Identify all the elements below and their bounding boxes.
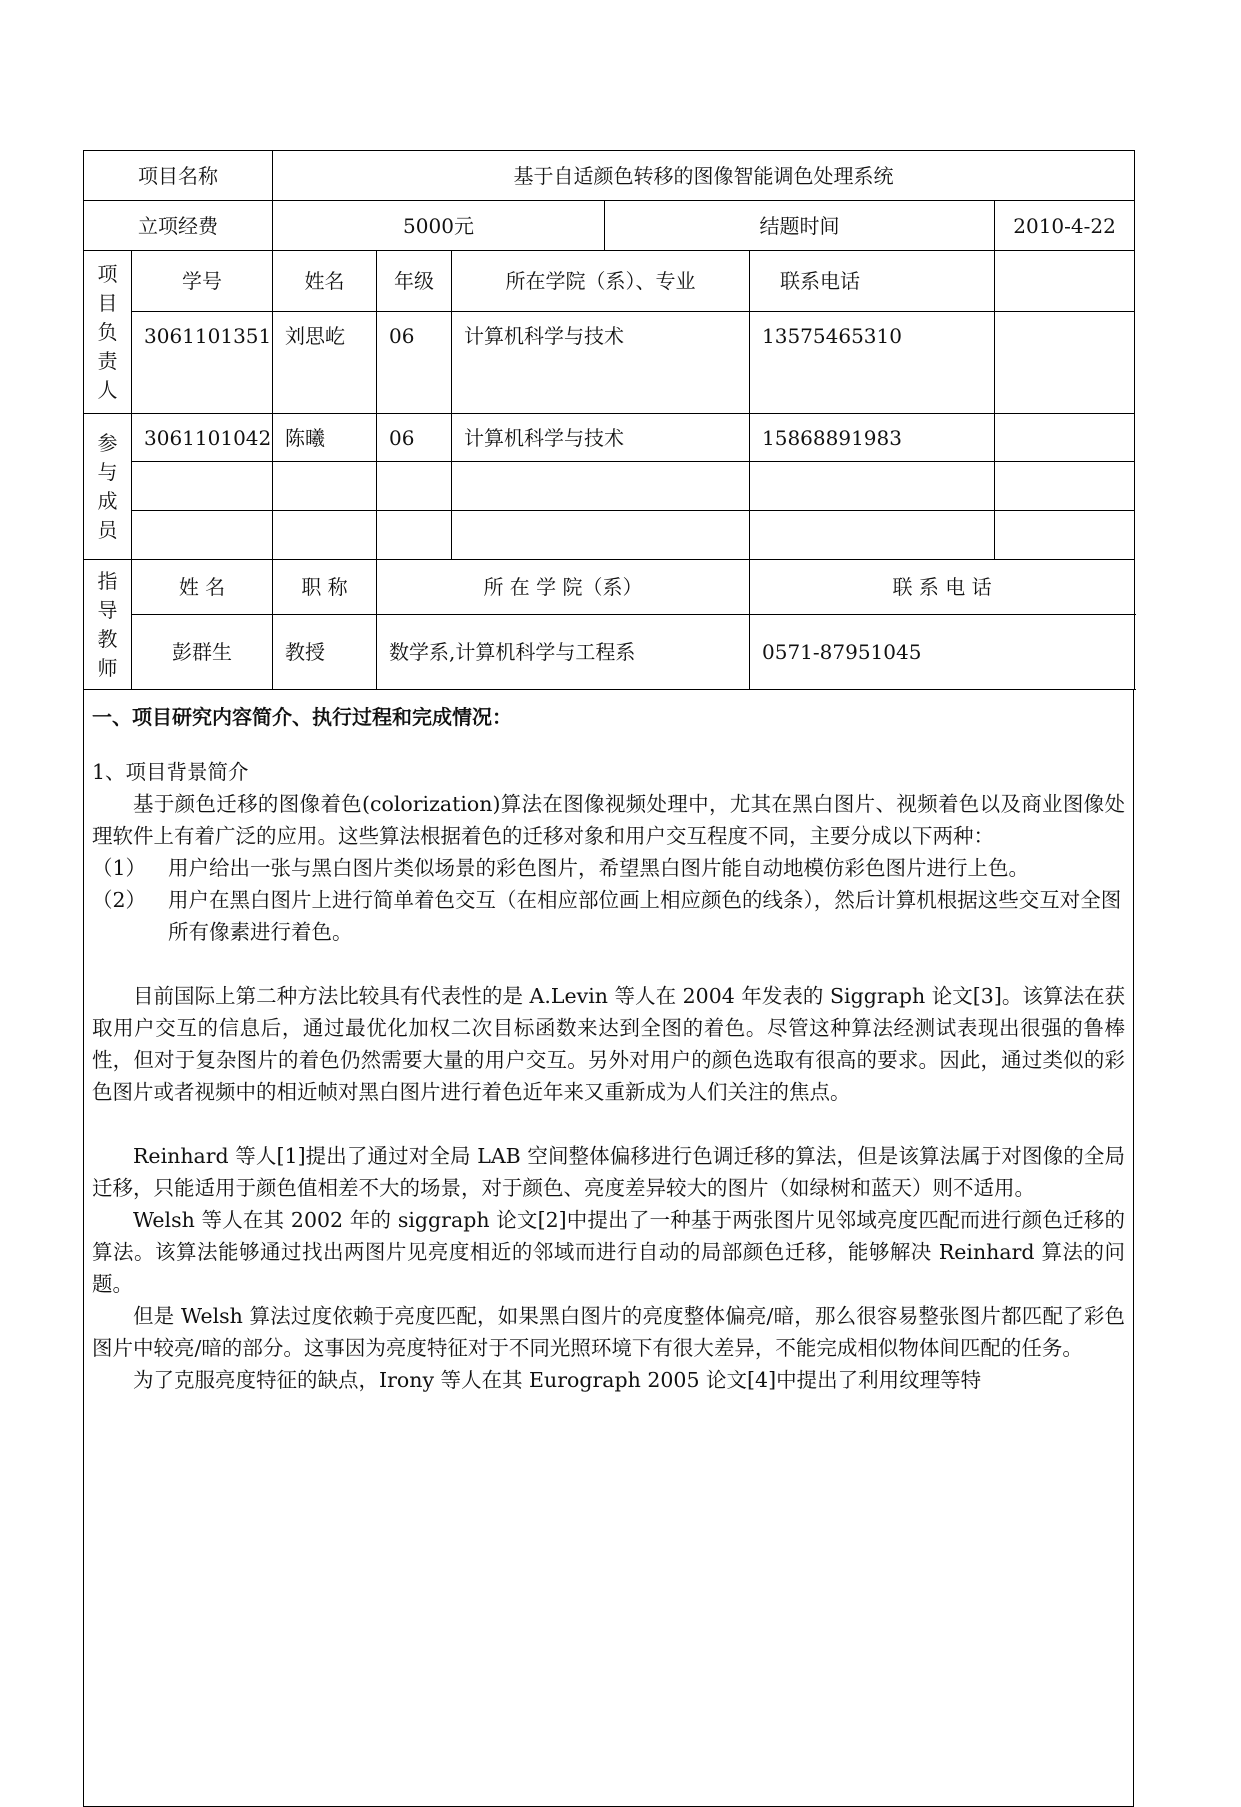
advisor-col-title: 职 称 [273,560,377,615]
leader-side-label: 项 目 负 责 人 [84,251,132,414]
empty-cell [750,511,995,560]
content-section [83,690,1134,1807]
empty-cell [750,462,995,511]
empty-cell [132,462,273,511]
end-time-value: 2010-4-22 [995,201,1135,251]
leader-id: 3061101351 [132,312,273,414]
empty-cell [995,511,1135,560]
empty-cell [995,251,1135,312]
empty-cell [377,462,452,511]
leader-name: 刘思屹 [273,312,377,414]
leader-grade: 06 [377,312,452,414]
empty-cell [273,511,377,560]
empty-cell [452,511,750,560]
col-grade: 年级 [377,251,452,312]
end-time-label: 结题时间 [605,201,995,251]
advisor-name: 彭群生 [132,615,273,690]
advisor-col-college: 所 在 学 院（系） [377,560,750,615]
empty-cell [995,312,1135,414]
member-grade: 06 [377,414,452,462]
paragraph-4: Welsh 等人在其 2002 年的 siggraph 论文[2]中提出了一种基于两张图片见邻域亮度匹配而进行颜色迁移的算法。该算法能够通过找出两图片见亮度相近的邻域而进行自动的局部颜色迁移，能够解决 Reinhard 算法的问题。 [92,1208,1125,1296]
funding-value: 5000元 [273,201,605,251]
list-item: （2） 用户在黑白图片上进行简单着色交互（在相应部位画上相应颜色的线条），然后计算机根据这些交互对全图所有像素进行着色。 [92,888,1122,944]
col-college-major: 所在学院（系）、专业 [452,251,750,312]
project-name: 基于自适颜色转移的图像智能调色处理系统 [273,151,1135,201]
empty-cell [377,511,452,560]
advisor-college: 数学系,计算机科学与工程系 [377,615,750,690]
advisor-side-label: 指 导 教 师 [84,560,132,690]
paragraph-1: 基于颜色迁移的图像着色(colorization)算法在图像视频处理中，尤其在黑白图片、视频着色以及商业图像处理软件上有着广泛的应用。这些算法根据着色的迁移对象和用户交互程度不同，主要分成以下两种： [92,792,1125,848]
leader-phone: 13575465310 [750,312,995,414]
paragraph-5: 但是 Welsh 算法过度依赖于亮度匹配，如果黑白图片的亮度整体偏亮/暗，那么很容易整张图片都匹配了彩色图片中较亮/暗的部分。这事因为亮度特征对于不同光照环境下有很大差异，不能完成相似物体间匹配的任务。 [92,1304,1125,1360]
col-name: 姓名 [273,251,377,312]
col-phone: 联系电话 [750,251,995,312]
leader-major: 计算机科学与技术 [452,312,750,414]
subheading-background: 1、项目背景简介 [92,760,249,784]
empty-cell [452,462,750,511]
project-info-table [83,150,1135,690]
paragraph-6: 为了克服亮度特征的缺点，Irony 等人在其 Eurograph 2005 论文[4]中提出了利用纹理等特 [133,1368,982,1392]
member-major: 计算机科学与技术 [452,414,750,462]
advisor-col-phone: 联 系 电 话 [750,560,1135,615]
paragraph-2: 目前国际上第二种方法比较具有代表性的是 A.Levin 等人在 2004 年发表的 Siggraph 论文[3]。该算法在获取用户交互的信息后，通过最优化加权二次目标函数来达到全图的着色。尽管这种算法经测试表现出很强的鲁棒性，但对于复杂图片的着色仍然需要大量的用户交互。另外对用户的颜色选取有很高的要求。因此，通过类似的彩色图片或者视频中的相近帧对黑白图片进行着色近年来又重新成为人们关注的焦点。 [92,984,1125,1104]
member-id: 3061101042 [132,414,273,462]
advisor-title: 教授 [273,615,377,690]
empty-cell [995,414,1135,462]
list-item: （1） 用户给出一张与黑白图片类似场景的彩色图片，希望黑白图片能自动地模仿彩色图片进行上色。 [92,856,1029,880]
col-student-id: 学号 [132,251,273,312]
project-name-label: 项目名称 [84,151,273,201]
advisor-phone: 0571-87951045 [750,615,1135,690]
paragraph-3: Reinhard 等人[1]提出了通过对全局 LAB 空间整体偏移进行色调迁移的算法，但是该算法属于对图像的全局迁移，只能适用于颜色值相差不大的场景，对于颜色、亮度差异较大的图片（如绿树和蓝天）则不适用。 [92,1144,1125,1200]
advisor-col-name: 姓 名 [132,560,273,615]
funding-label: 立项经费 [84,201,273,251]
empty-cell [995,462,1135,511]
member-phone: 15868891983 [750,414,995,462]
member-name: 陈曦 [273,414,377,462]
section-heading: 一、项目研究内容简介、执行过程和完成情况： [92,705,512,729]
empty-cell [132,511,273,560]
members-side-label: 参 与 成 员 [84,414,132,560]
empty-cell [273,462,377,511]
form-page [83,150,1134,1807]
